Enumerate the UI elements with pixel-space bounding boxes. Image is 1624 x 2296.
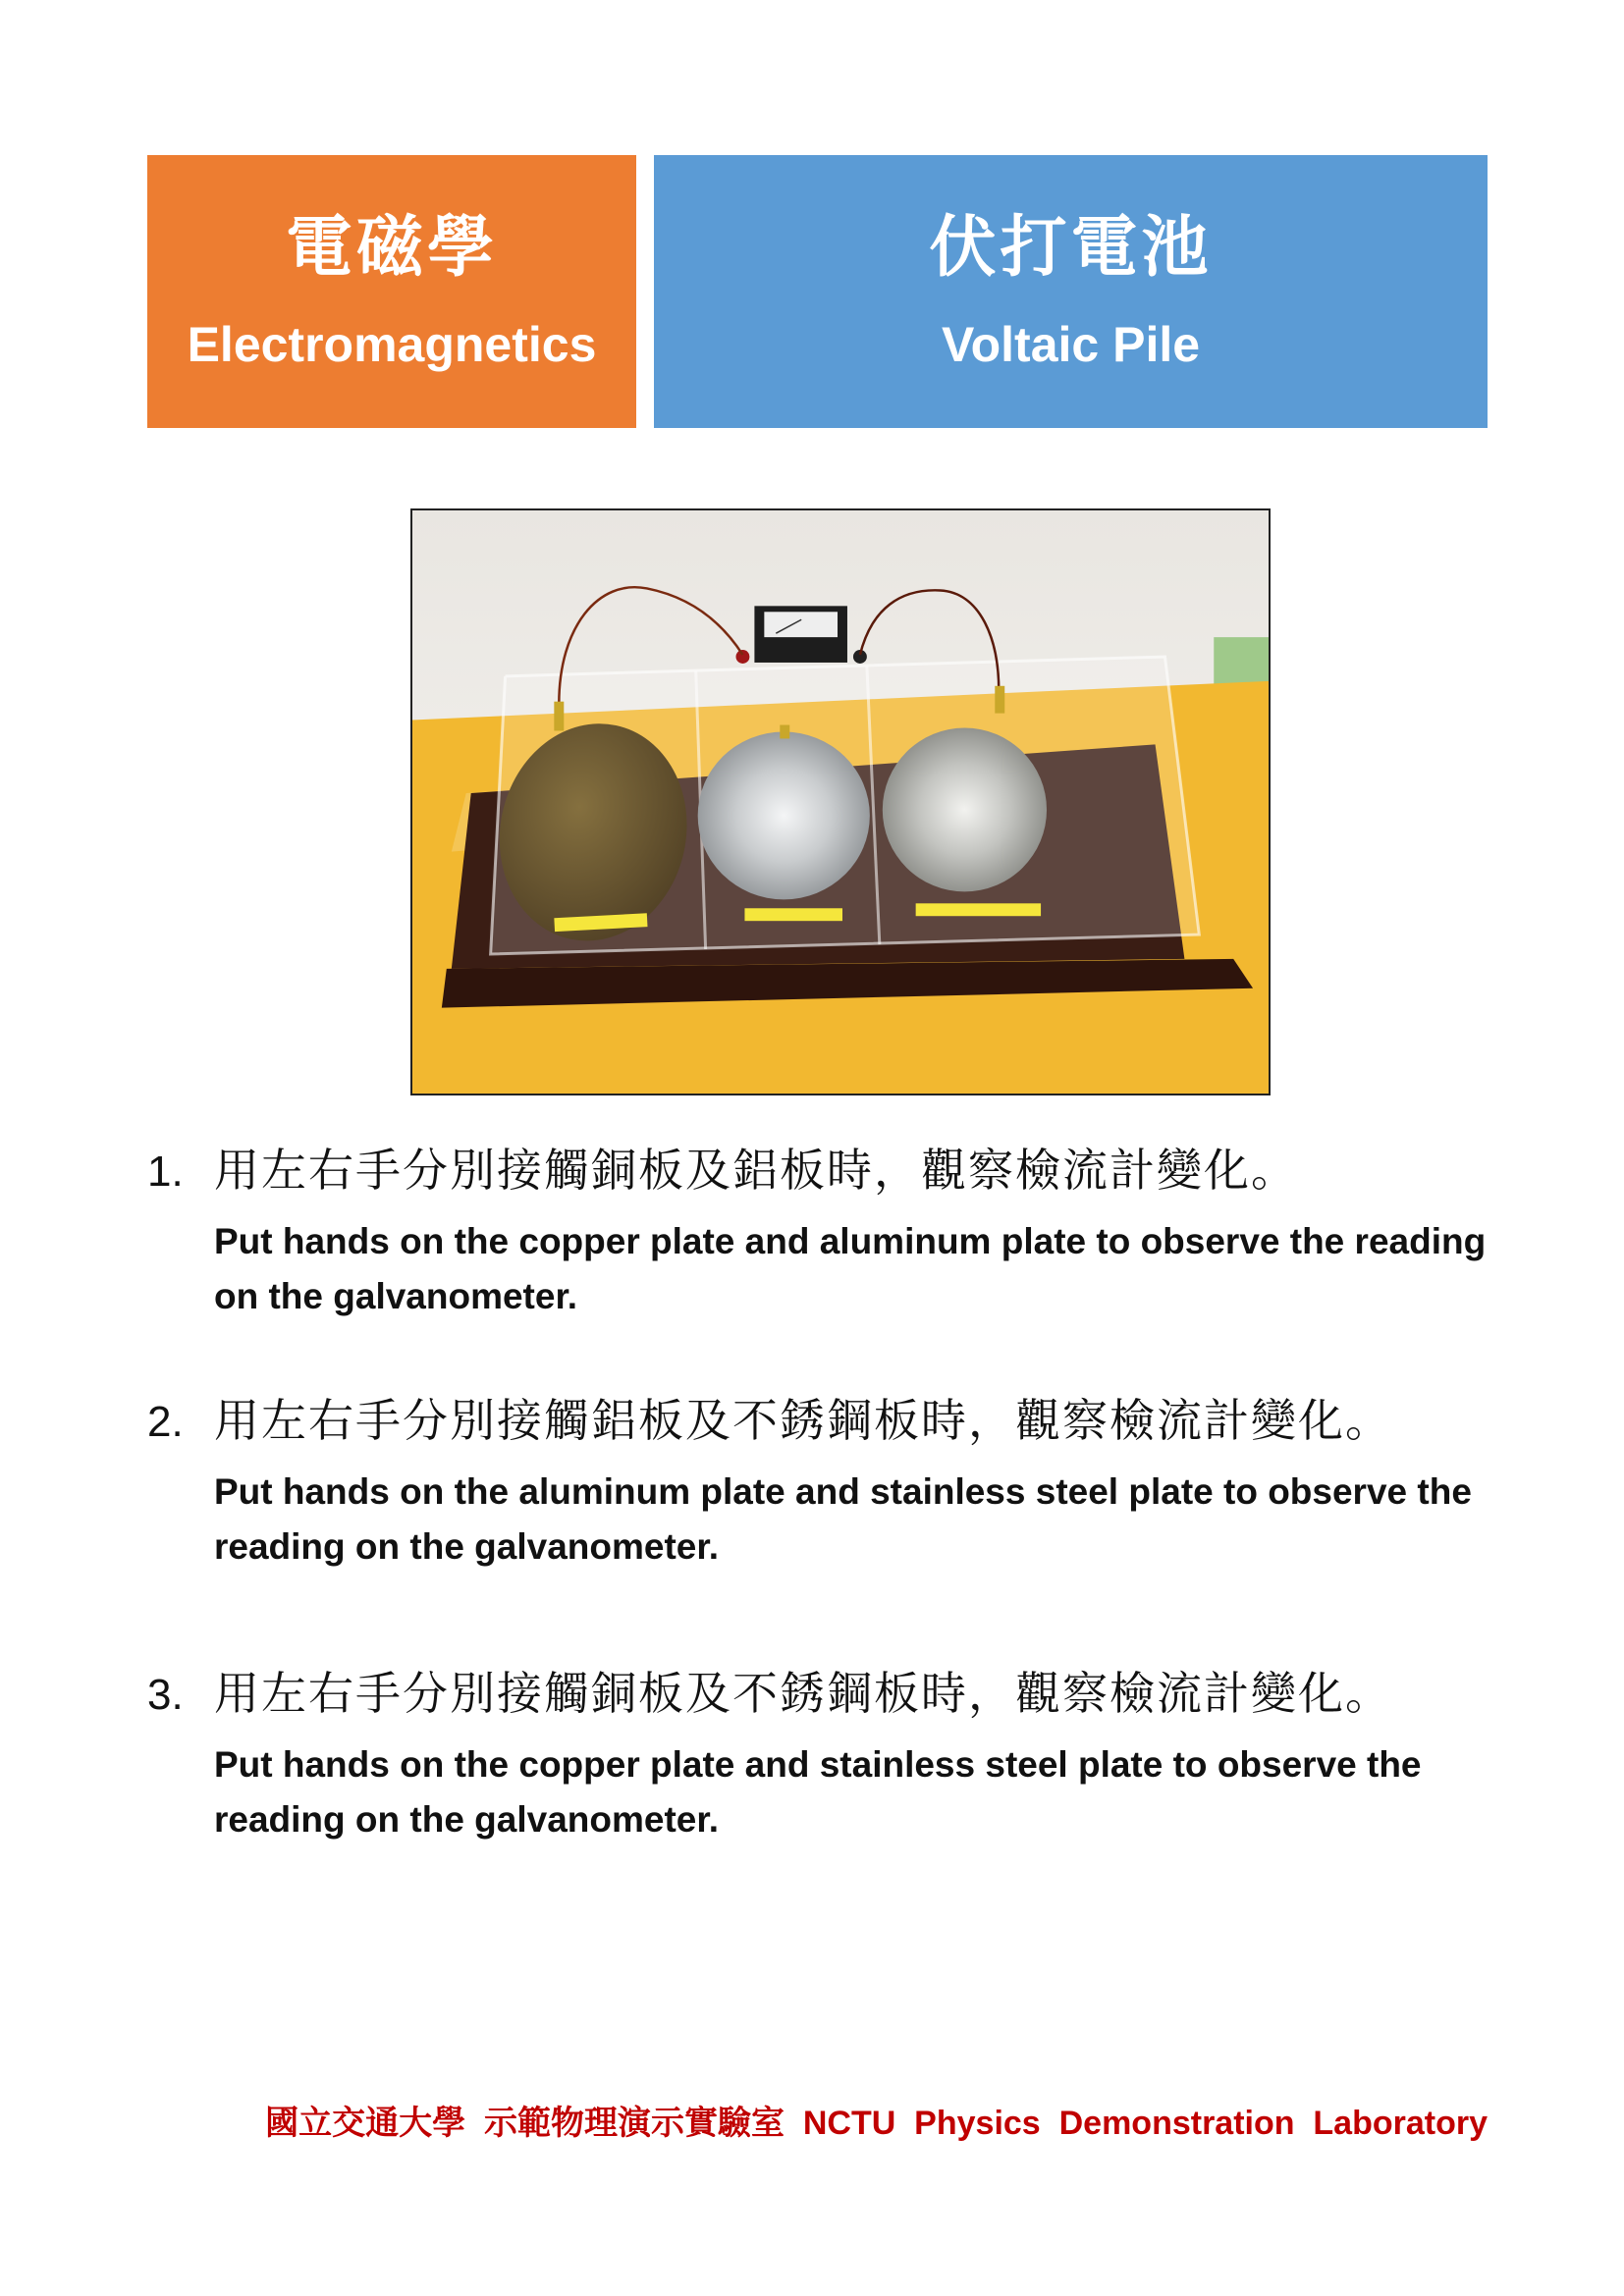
category-title-zh: 電磁學 — [285, 208, 498, 287]
step-number: 3. — [147, 1671, 184, 1719]
step-number: 2. — [147, 1398, 184, 1446]
step-text-en: Put hands on the aluminum plate and stainless steel plate to observe the reading on the galvanometer. — [214, 1470, 1472, 1567]
step-item — [147, 1667, 1492, 1847]
experiment-title-en: Voltaic Pile — [941, 317, 1201, 373]
step-text-zh: 用左右手分別接觸鋁板及不銹鋼板時，觀察檢流計變化。 — [214, 1394, 1392, 1447]
apparatus-photo — [410, 508, 1271, 1095]
category-box — [147, 155, 636, 428]
footer-credit: 國立交通大學 示範物理演示實驗室 NCTU Physics Demonstration Laboratory — [265, 2105, 1488, 2142]
voltaic-pile-illustration — [412, 510, 1269, 1094]
step-item — [147, 1144, 1492, 1324]
step-text-en: Put hands on the copper plate and aluminum plate to observe the reading on the galvanometer. — [214, 1220, 1487, 1316]
step-item — [147, 1394, 1492, 1575]
step-number: 1. — [147, 1148, 184, 1196]
step-text-zh: 用左右手分別接觸銅板及鋁板時，觀察檢流計變化。 — [214, 1144, 1298, 1197]
experiment-title-zh: 伏打電池 — [929, 208, 1213, 287]
category-title-en: Electromagnetics — [187, 317, 597, 373]
step-text-zh: 用左右手分別接觸銅板及不銹鋼板時，觀察檢流計變化。 — [214, 1667, 1392, 1720]
step-text-en: Put hands on the copper plate and stainless steel plate to observe the reading on the galvanometer. — [214, 1743, 1422, 1840]
experiment-box — [654, 155, 1488, 428]
